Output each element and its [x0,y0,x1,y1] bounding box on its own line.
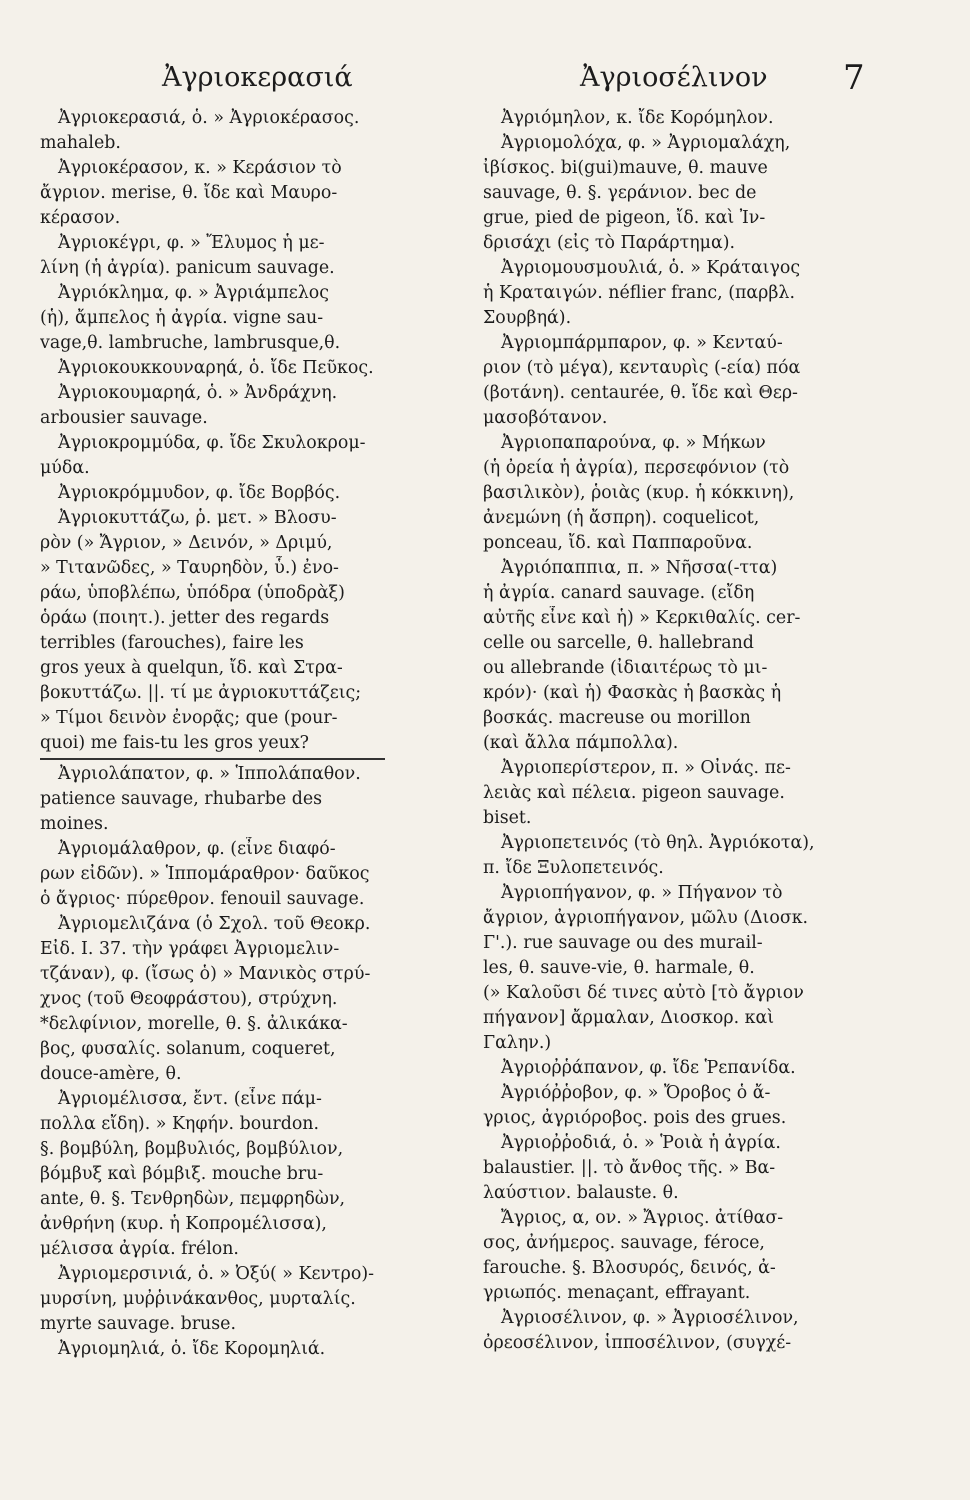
text-line: (καὶ ἄλλα πάμπολλα). [483,733,679,753]
text-line: Ἀγριομάλαθρον, φ. (εἶνε διαφό- [58,839,336,859]
text-line: Ἀγριοκουμαρηά, ὁ. » Ἀνδράχνη. [58,383,338,403]
text-line: Ἀγριοκρομμύδα, φ. ἴδε Σκυλοκρομ- [58,433,366,453]
text-line: ὁράω (ποιητ.). jetter des regards [40,608,330,628]
text-line: γριωπός. menaçant, effrayant. [483,1283,751,1303]
text-line: π. ἴδε Ξυλοπετεινός. [483,858,664,878]
text-line: Ἀγριόκλημα, φ. » Ἀγριάμπελος [58,283,329,303]
text-line: ἀνθρήνη (κυρ. ἡ Κοπρομέλισσα), [40,1214,327,1234]
text-line: moines. [40,814,109,834]
text-line: μύδα. [40,458,90,478]
text-line: douce-amère, θ. [40,1064,182,1084]
text-line: πολλα εἴδη). » Κηφήν. bourdon. [40,1114,320,1134]
header-left-headword: Ἀγριοκερασιά [162,62,353,93]
text-line: Ἀγριοσέλινον, φ. » Ἀγριοσέλινον, [501,1308,799,1328]
right-column [483,106,903,1356]
text-line: Γ'.). rue sauvage ou des murail- [483,933,763,953]
text-line: (ἡ ὀρεία ἡ ἀγρία), περσεφόνιον (τὸ [483,458,790,478]
text-line: μυρσίνη, μυῤῥινάκανθος, μυρταλίς. [40,1289,356,1309]
text-line: sauvage, θ. §. γεράνιον. bec de [483,183,757,203]
text-line: βος, φυσαλίς. solanum, coqueret, [40,1039,336,1059]
text-line: quoi) me fais-tu les gros yeux? [40,733,309,753]
text-line: Ἀγριόῤῥοβον, φ. » Ὄροβος ὁ ἄ- [501,1083,771,1103]
page-number: 7 [843,58,865,98]
text-line: » Τίμοι δεινὸν ἐνορᾷς; que (pour- [40,708,338,728]
text-line: γριος, ἀγριόροβος. pois des grues. [483,1108,787,1128]
text-line: Ἀγριοκυττάζω, ῥ. μετ. » Βλοσυ- [58,508,337,528]
header-right-headword: Ἀγριοσέλινον [580,62,768,93]
text-line: grue, pied de pigeon, ἴδ. καὶ Ἰν- [483,208,766,228]
text-line: balaustier. ||. τὸ ἄνθος τῆς. » Βα- [483,1158,776,1178]
text-line: patience sauvage, rhubarbe des [40,789,323,809]
text-line: Ἀγριοκερασιά, ὁ. » Ἀγριοκέρασος. [58,108,360,128]
text-line: κρόν)· (καὶ ἡ) Φασκὰς ἡ βασκὰς ἡ [483,683,782,703]
text-line: λαύστιον. balauste. θ. [483,1183,679,1203]
text-line: Ἀγριομελιζάνα (ὁ Σχολ. τοῦ Θεοκρ. [58,914,371,934]
text-line: κέρασον. [40,208,121,228]
text-line: Ἀγριοπήγανον, φ. » Πήγανον τὸ [501,883,783,903]
text-line: (ἡ), ἄμπελος ἡ ἀγρία. vigne sau- [40,308,324,328]
text-line: Εἰδ. I. 37. τὴν γράφει Ἀγριομελιν- [40,939,340,959]
text-line: Ἀγριομουσμουλιά, ὁ. » Κράταιγος [501,258,801,278]
text-line: ράω, ὑποβλέπω, ὑπόδρα (ὑποδρὰξ) [40,583,345,603]
text-line: ὁ ἄγριος· πύρεθρον. fenouil sauvage. [40,889,365,909]
text-line: λειὰς καὶ πέλεια. pigeon sauvage. [483,783,785,803]
text-line: ρων εἰδῶν). » Ἱππομάραθρον· δαῦκος [40,864,370,884]
text-line: Ἀγριοπετεινός (τὸ θηλ. Ἀγριόκοτα), [501,833,815,853]
text-line: σος, ἀνήμερος. sauvage, féroce, [483,1233,765,1253]
left-column [40,106,455,1362]
text-line: mahaleb. [40,133,121,153]
text-line: αὐτῆς εἶνε καὶ ἡ) » Κερκιθαλίς. cer- [483,608,801,628]
text-line: terribles (farouches), faire les [40,633,304,653]
text-line: vage,θ. lambruche, lambrusque,θ. [40,333,341,353]
text-line: ριον (τὸ μέγα), κενταυρὶς (-εία) πόα [483,358,801,378]
text-line: Ἀγριομπάρμπαρον, φ. » Κενταύ- [501,333,783,353]
text-line: Ἀγριόπαππια, π. » Νῆσσα(-ττα) [501,558,778,578]
text-line: celle ou sarcelle, θ. hallebrand [483,633,754,653]
text-line: χνος (τοῦ Θεοφράστου), στρύχνη. [40,989,338,1009]
text-line: ponceau, ἴδ. καὶ Παππαροῦνα. [483,533,753,553]
text-line: ou allebrande (ἰδιαιτέρως τὸ μι- [483,658,768,678]
text-line: Ἄγριος, α, ον. » Ἄγριος. ἀτίθασ- [501,1208,784,1228]
text-line: Ἀγριόμηλον, κ. ἴδε Κορόμηλον. [501,108,774,128]
text-line: δρισάχι (εἰς τὸ Παράρτημα). [483,233,736,253]
text-line: Ἀγριοπαπαρούνα, φ. » Μήκων [501,433,766,453]
text-line: ἡ ἀγρία. canard sauvage. (εἴδη [483,583,755,603]
text-line: ἄγριον, ἀγριοπήγανον, μῶλυ (Διοσκ. [483,908,809,928]
text-line: §. βομβύλη, βομβυλιός, βομβύλιον, [40,1139,344,1159]
text-line: farouche. §. Βλοσυρός, δεινός, ἀ- [483,1258,776,1278]
text-line: Ἀγριοπερίστερον, π. » Οἰνάς. πε- [501,758,791,778]
text-line: Γαλην.) [483,1033,552,1053]
text-line: Ἀγριοκέγρι, φ. » Ἔλυμος ἡ με- [58,233,325,253]
text-line: biset. [483,808,532,828]
text-line: Ἀγριομηλιά, ὁ. ἴδε Κορομηλιά. [58,1339,326,1359]
text-line: βασιλικὸν), ῥοιὰς (κυρ. ἡ κόκκινη), [483,483,795,503]
text-line: Ἀγριομέλισσα, ἔντ. (εἶνε πάμ- [58,1089,322,1109]
text-line: ἄγριον. merise, θ. ἴδε καὶ Μαυρο- [40,183,338,203]
text-line: myrte sauvage. bruse. [40,1314,236,1334]
text-line: Ἀγριοῤῥοδιά, ὁ. » Ῥοιὰ ἡ ἀγρία. [501,1133,781,1153]
text-line: ἀνεμώνη (ἡ ἄσπρη). coquelicot, [483,508,760,528]
text-line: βοσκάς. macreuse ou morillon [483,708,751,728]
text-line: Ἀγριοκέρασον, κ. » Κεράσιον τὸ [58,158,342,178]
text-line: ante, θ. §. Τενθρηδὼν, πεμφρηδὼν, [40,1189,346,1209]
text-line: (βοτάνη). centaurée, θ. ἴδε καὶ Θερ- [483,383,798,403]
text-line: Ἀγριοῤῥάπανον, φ. ἴδε Ῥεπανίδα. [501,1058,796,1078]
text-line: πήγανον] ἄρμαλαν, Διοσκορ. καὶ [483,1008,775,1028]
text-line: ἰβίσκος. bi(gui)mauve, θ. mauve [483,158,768,178]
text-line: arbousier sauvage. [40,408,208,428]
text-line: μασοβότανον. [483,408,608,428]
text-line: Ἀγριολάπατον, φ. » Ἱππολάπαθον. [58,764,361,784]
text-line: ἡ Κραταιγών. néflier franc, (παρβλ. [483,283,795,303]
text-line: μέλισσα ἀγρία. frélon. [40,1239,239,1259]
text-line: βοκυττάζω. ||. τί με ἀγριοκυττάζεις; [40,683,362,703]
text-line: ρὸν (» Ἄγριον, » Δεινόν, » Δριμύ, [40,533,333,553]
text-line: ὀρεοσέλινον, ἱπποσέλινον, (συγχέ- [483,1333,792,1353]
text-line: λίνη (ἡ ἀγρία). panicum sauvage. [40,258,335,278]
divider-rule [40,758,385,760]
text-line: Ἀγριοκουκκουναρηά, ὁ. ἴδε Πεῦκος. [58,358,374,378]
text-line: βόμβυξ καὶ βόμβιξ. mouche bru- [40,1164,324,1184]
running-header [0,58,970,102]
text-line: *δελφίνιον, morelle, θ. §. ἀλικάκα- [40,1014,348,1034]
text-line: gros yeux à quelqun, ἴδ. καὶ Στρα- [40,658,343,678]
text-line: les, θ. sauve-vie, θ. harmale, θ. [483,958,755,978]
text-line: Σουρβηά). [483,308,572,328]
text-line: Ἀγριομερσινιά, ὁ. » Ὀξύ( » Κεντρο)- [58,1264,375,1284]
text-line: » Τιτανῶδες, » Ταυρηδὸν, ὗ.) ἐνο- [40,558,339,578]
text-line: Ἀγριομολόχα, φ. » Ἀγριομαλάχη, [501,133,791,153]
text-line: τζάναν), φ. (ἴσως ὁ) » Μανικὸς στρύ- [40,964,371,984]
text-line: Ἀγριοκρόμμυδον, φ. ἴδε Βορβός. [58,483,341,503]
text-line: (» Καλοῦσι δέ τινες αὐτὸ [τὸ ἄγριον [483,983,804,1003]
